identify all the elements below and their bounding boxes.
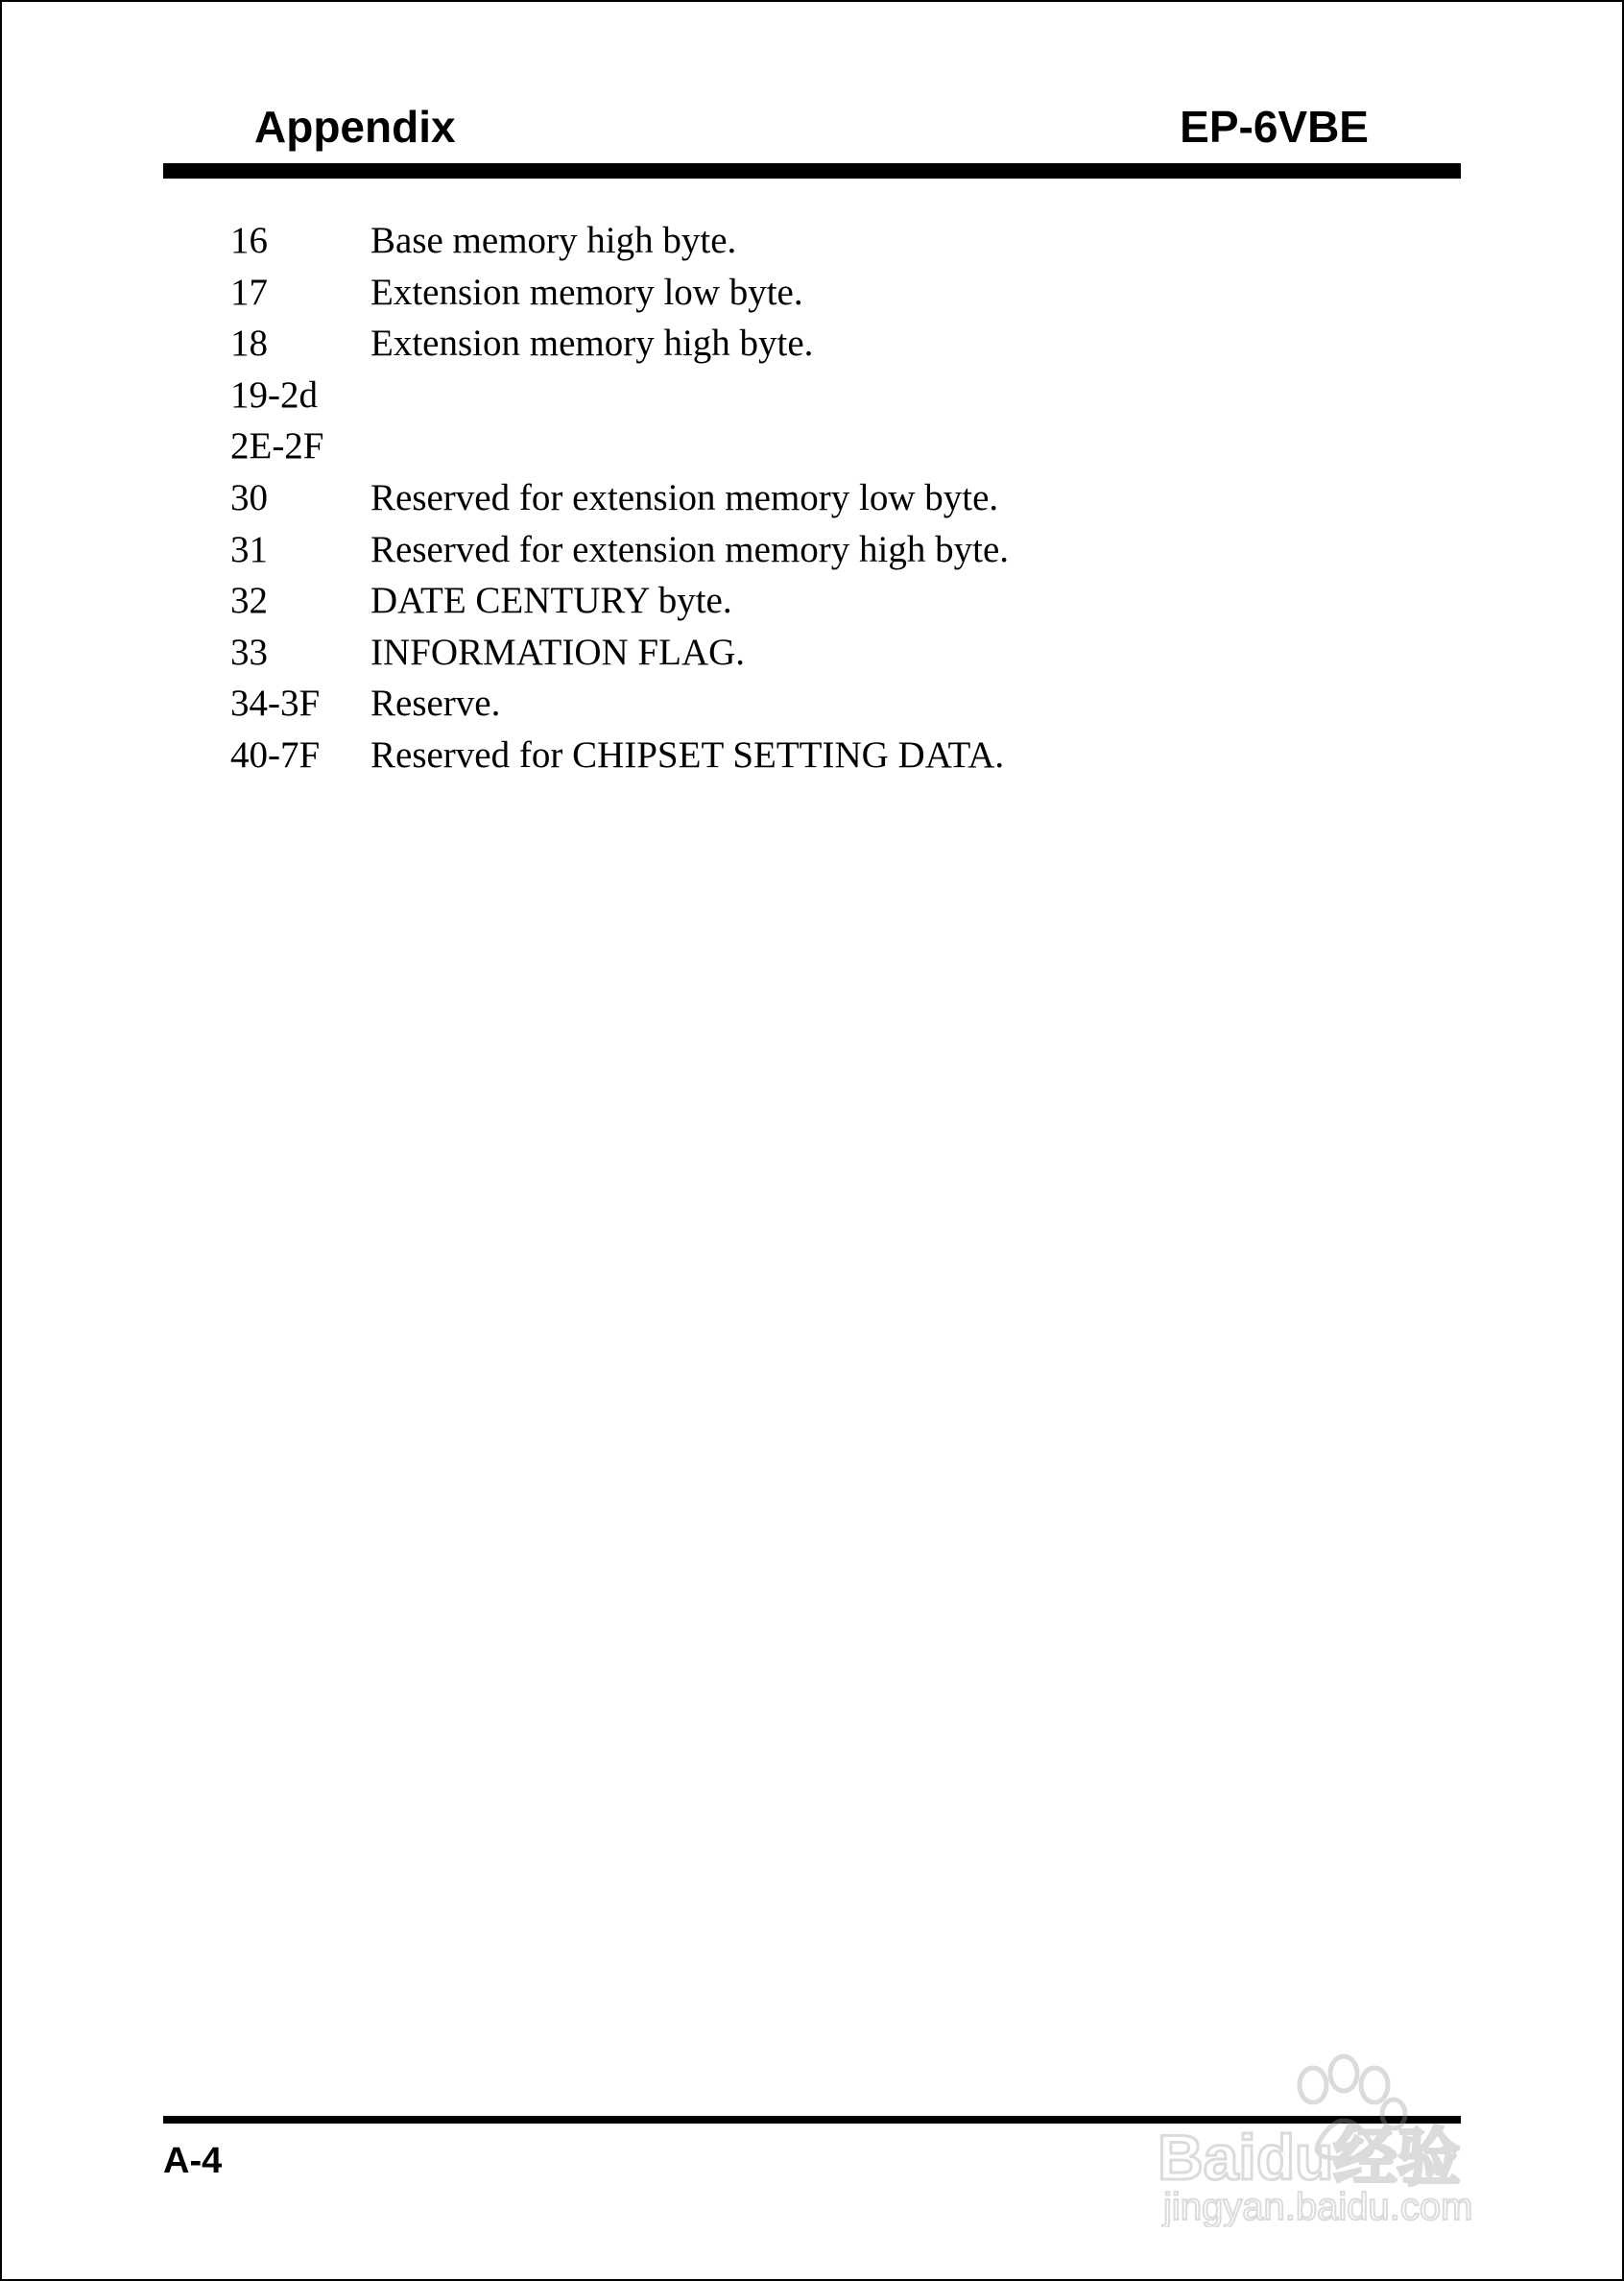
list-item (230, 267, 1478, 319)
entry-description: Base memory high byte. (370, 220, 737, 261)
header-section-title: Appendix (254, 102, 456, 152)
entry-description: Reserve. (370, 683, 501, 725)
list-item (230, 627, 1478, 679)
list-item (230, 575, 1478, 627)
list-item (230, 370, 1478, 421)
entry-description (370, 420, 1478, 472)
header-rule (163, 163, 1461, 179)
entry-code: 33 (230, 631, 268, 673)
entry-description: Reserved for extension memory low byte. (370, 476, 999, 518)
header-model-name: EP-6VBE (1180, 102, 1369, 152)
entry-code: 34-3F (230, 683, 321, 725)
entry-code: 31 (230, 528, 268, 570)
entry-code: 40-7F (230, 733, 321, 776)
entry-code: 32 (230, 580, 268, 622)
entry-code: 19-2d (230, 373, 318, 416)
watermark-url: jingyan.baidu.com (1163, 2186, 1473, 2227)
entry-description: INFORMATION FLAG. (370, 631, 746, 673)
cmos-entry-list (230, 215, 1478, 781)
list-item (230, 215, 1478, 267)
watermark-logo (1152, 2035, 1536, 2227)
list-item (230, 472, 1478, 524)
entry-description: Extension memory high byte. (370, 323, 814, 365)
list-item (230, 524, 1478, 576)
entry-description: DATE CENTURY byte. (370, 580, 732, 622)
list-item (230, 420, 1478, 472)
entry-description: Reserved for extension memory high byte. (370, 528, 1009, 570)
watermark-brand: Baidu经验 (1158, 2122, 1461, 2193)
list-item (230, 730, 1478, 781)
entry-code: 18 (230, 323, 268, 365)
page-number: A-4 (163, 2141, 223, 2181)
entry-code: 2E-2F (230, 425, 324, 468)
entry-code: 17 (230, 271, 268, 313)
entry-description (370, 370, 1478, 421)
entry-code: 30 (230, 476, 268, 518)
entry-description: Extension memory low byte. (370, 271, 803, 313)
entry-description: Reserved for CHIPSET SETTING DATA. (370, 733, 1005, 776)
entry-code: 16 (230, 220, 268, 261)
list-item (230, 678, 1478, 730)
list-item (230, 318, 1478, 370)
